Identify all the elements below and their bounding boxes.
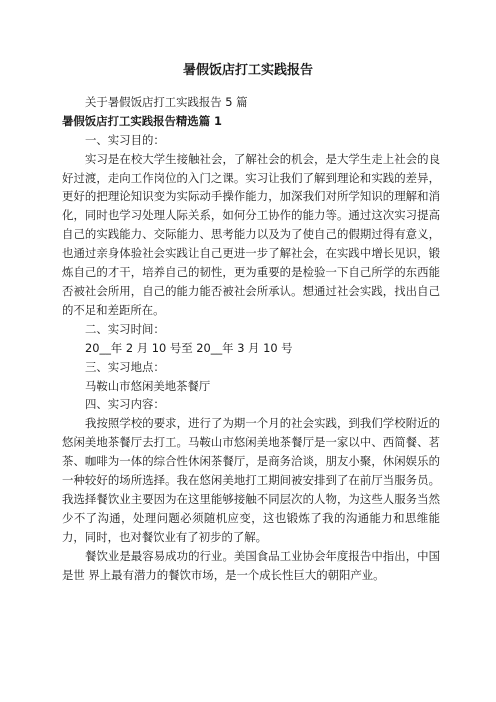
section-heading: 暑假饭店打工实践报告精选篇 1	[62, 113, 222, 128]
time-value: 20__年 2 月 10 号至 20__年 3 月 10 号	[85, 340, 293, 355]
document-body	[62, 93, 440, 584]
document-subtitle: 关于暑假饭店打工实践报告 5 篇	[85, 95, 248, 109]
time-heading: 二、实习时间：	[85, 321, 165, 336]
content-heading: 四、实习内容：	[85, 397, 165, 412]
location-value: 马鞍山市悠闲美地茶餐厅	[85, 378, 211, 393]
location-heading: 三、实习地点：	[85, 359, 165, 374]
purpose-heading: 一、实习目的：	[85, 132, 165, 147]
document-title: 暑假饭店打工实践报告	[182, 63, 313, 78]
purpose-paragraph: 实习是在校大学生接触社会，了解社会的机会，是大学生走上社会的良好过渡，走向工作岗位的入门之课。实习让我们了解到理论和实践的差异，更好的把理论知识变为实际动手操作能力，加深我们对所学知识的理解和消化，同时也学习处理人际关系，如何分工协作的能力等。通过这次实习提高自己的实践能力、交际能力、思考能力以及为了使自己的假期过得有意义，也通过亲身体验社会实践让自己更进一步了解社会，在实践中增长见识，锻炼自己的才干，培养自己的韧性，更为重要的是检验一下自己所学的东西能否被社会所用，自己的能力能否被社会所承认。想通过社会实践，找出自己的不足和差距所在。	[62, 151, 440, 317]
content-paragraph: 我按照学校的要求，进行了为期一个月的社会实践，到我们学校附近的悠闲美地茶餐厅去打工。马鞍山市悠闲美地茶餐厅是一家以中、西简餐、茗茶、咖啡为一体的综合性休闲茶餐厅，是商务洽谈，朋友小聚，休闲娱乐的一种较好的场所选择。我在悠闲美地打工期间被安排到了在前厅当服务员。我选择餐饮业主要因为在这里能够接触不同层次的人物，为这些人服务当然少不了沟通，处理问题必须随机应变，这也锻炼了我的沟通能力和思维能力，同时，也对餐饮业有了初步的了解。	[62, 416, 440, 544]
industry-paragraph: 餐饮业是最容易成功的行业。美国食品工业协会年度报告中指出，中国是世 界上最有潜力的餐饮市场，是一个成长性巨大的朝阳产业。	[62, 548, 440, 582]
